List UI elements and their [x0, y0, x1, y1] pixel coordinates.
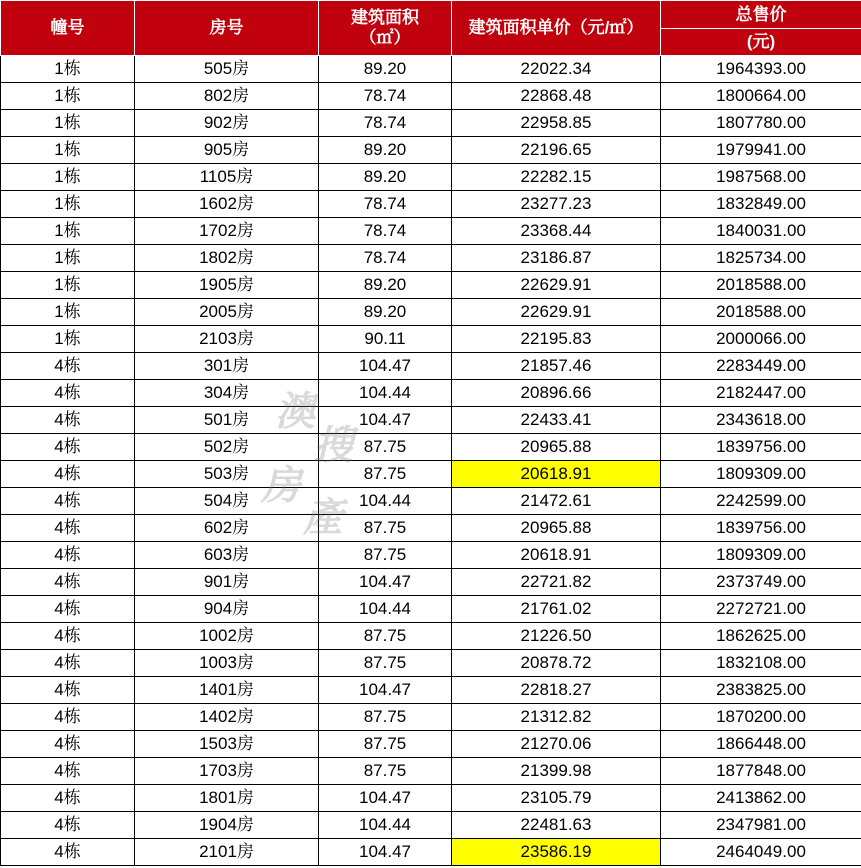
- cell-total: 1825734.00: [661, 245, 861, 272]
- cell-total: 1839756.00: [661, 434, 861, 461]
- cell-unit-price: 21761.02: [452, 596, 661, 623]
- table-row: [1, 785, 861, 812]
- header-room: 房号: [135, 1, 319, 56]
- cell-room: 1003房: [135, 650, 319, 677]
- cell-building: 1栋: [1, 137, 135, 164]
- cell-building: 1栋: [1, 299, 135, 326]
- table-row: [1, 326, 861, 353]
- cell-building: 1栋: [1, 83, 135, 110]
- cell-building: 1栋: [1, 218, 135, 245]
- cell-total: 1832849.00: [661, 191, 861, 218]
- table-row: [1, 623, 861, 650]
- cell-building: 1栋: [1, 245, 135, 272]
- cell-total: 1809309.00: [661, 461, 861, 488]
- header-area-line1: 建筑面积: [351, 8, 419, 27]
- cell-unit-price: 20618.91: [452, 542, 661, 569]
- cell-room: 603房: [135, 542, 319, 569]
- cell-room: 1105房: [135, 164, 319, 191]
- header-unit-price: 建筑面积单价（元/㎡）: [452, 1, 661, 56]
- cell-room: 1401房: [135, 677, 319, 704]
- cell-building: 4栋: [1, 623, 135, 650]
- cell-area: 78.74: [319, 245, 452, 272]
- table-row: [1, 272, 861, 299]
- cell-unit-price: 21399.98: [452, 758, 661, 785]
- cell-area: 87.75: [319, 515, 452, 542]
- table-row: [1, 110, 861, 137]
- cell-unit-price: 22433.41: [452, 407, 661, 434]
- cell-building: 4栋: [1, 488, 135, 515]
- table-row: [1, 137, 861, 164]
- cell-building: 4栋: [1, 839, 135, 866]
- cell-building: 4栋: [1, 407, 135, 434]
- table-row: [1, 353, 861, 380]
- cell-building: 1栋: [1, 110, 135, 137]
- table-row: [1, 164, 861, 191]
- cell-area: 87.75: [319, 542, 452, 569]
- cell-area: 104.44: [319, 488, 452, 515]
- cell-total: 1979941.00: [661, 137, 861, 164]
- table-row: [1, 407, 861, 434]
- cell-room: 1702房: [135, 218, 319, 245]
- cell-unit-price: 22481.63: [452, 812, 661, 839]
- cell-building: 4栋: [1, 812, 135, 839]
- cell-area: 104.47: [319, 353, 452, 380]
- cell-total: 2018588.00: [661, 272, 861, 299]
- cell-room: 502房: [135, 434, 319, 461]
- cell-building: 1栋: [1, 272, 135, 299]
- cell-unit-price: 22629.91: [452, 299, 661, 326]
- cell-unit-price: 22282.15: [452, 164, 661, 191]
- table-row: [1, 56, 861, 83]
- cell-total: 2464049.00: [661, 839, 861, 866]
- cell-building: 4栋: [1, 380, 135, 407]
- cell-unit-price: 21312.82: [452, 704, 661, 731]
- cell-total: 1800664.00: [661, 83, 861, 110]
- table-body: [1, 56, 861, 866]
- cell-area: 104.47: [319, 569, 452, 596]
- watermark-char: 產: [303, 494, 343, 541]
- table-row: [1, 758, 861, 785]
- cell-building: 4栋: [1, 650, 135, 677]
- cell-area: 87.75: [319, 461, 452, 488]
- table-row: [1, 380, 861, 407]
- cell-room: 905房: [135, 137, 319, 164]
- cell-area: 89.20: [319, 299, 452, 326]
- cell-building: 4栋: [1, 542, 135, 569]
- cell-unit-price: 20965.88: [452, 515, 661, 542]
- cell-building: 4栋: [1, 434, 135, 461]
- header-total-line2: (元): [661, 29, 861, 56]
- cell-area: 89.20: [319, 272, 452, 299]
- cell-unit-price: 21857.46: [452, 353, 661, 380]
- table-row: [1, 245, 861, 272]
- cell-total: 2272721.00: [661, 596, 861, 623]
- table-row: [1, 731, 861, 758]
- cell-room: 501房: [135, 407, 319, 434]
- cell-total: 1832108.00: [661, 650, 861, 677]
- table-row: [1, 542, 861, 569]
- cell-unit-price: 21472.61: [452, 488, 661, 515]
- table-row: [1, 677, 861, 704]
- cell-unit-price: 20965.88: [452, 434, 661, 461]
- cell-building: 4栋: [1, 353, 135, 380]
- cell-total: 2283449.00: [661, 353, 861, 380]
- cell-unit-price: 21270.06: [452, 731, 661, 758]
- cell-total: 2343618.00: [661, 407, 861, 434]
- table-row: [1, 218, 861, 245]
- cell-area: 89.20: [319, 137, 452, 164]
- cell-unit-price: 22868.48: [452, 83, 661, 110]
- cell-room: 1002房: [135, 623, 319, 650]
- watermark-char: 搜: [313, 422, 353, 469]
- table-row: [1, 650, 861, 677]
- table-row: [1, 812, 861, 839]
- cell-room: 2005房: [135, 299, 319, 326]
- cell-building: 1栋: [1, 191, 135, 218]
- cell-area: 87.75: [319, 704, 452, 731]
- cell-total: 1840031.00: [661, 218, 861, 245]
- cell-area: 87.75: [319, 731, 452, 758]
- cell-area: 104.47: [319, 407, 452, 434]
- cell-unit-price: 20896.66: [452, 380, 661, 407]
- table-row: [1, 569, 861, 596]
- header-total-line1: 总售价: [661, 1, 861, 29]
- table-row: [1, 461, 861, 488]
- cell-room: 301房: [135, 353, 319, 380]
- cell-room: 2103房: [135, 326, 319, 353]
- cell-area: 104.47: [319, 839, 452, 866]
- cell-room: 1905房: [135, 272, 319, 299]
- table-row: [1, 83, 861, 110]
- table-row: [1, 515, 861, 542]
- table-row: [1, 704, 861, 731]
- cell-unit-price: 23586.19: [452, 839, 661, 866]
- table-row: [1, 299, 861, 326]
- cell-building: 4栋: [1, 704, 135, 731]
- cell-room: 802房: [135, 83, 319, 110]
- cell-area: 87.75: [319, 758, 452, 785]
- cell-building: 4栋: [1, 515, 135, 542]
- cell-unit-price: 22022.34: [452, 56, 661, 83]
- table-row: [1, 488, 861, 515]
- cell-area: 104.47: [319, 785, 452, 812]
- cell-building: 4栋: [1, 785, 135, 812]
- cell-total: 1987568.00: [661, 164, 861, 191]
- watermark-char: 澳: [275, 388, 315, 435]
- cell-unit-price: 20878.72: [452, 650, 661, 677]
- table-row: [1, 434, 861, 461]
- cell-area: 104.44: [319, 380, 452, 407]
- header-building: 幢号: [1, 1, 135, 56]
- cell-total: 2373749.00: [661, 569, 861, 596]
- table-row: [1, 839, 861, 866]
- cell-room: 902房: [135, 110, 319, 137]
- cell-area: 78.74: [319, 218, 452, 245]
- cell-building: 4栋: [1, 569, 135, 596]
- cell-area: 87.75: [319, 434, 452, 461]
- cell-total: 2182447.00: [661, 380, 861, 407]
- table-row: [1, 191, 861, 218]
- cell-building: 4栋: [1, 758, 135, 785]
- cell-total: 1839756.00: [661, 515, 861, 542]
- cell-building: 1栋: [1, 164, 135, 191]
- cell-room: 1703房: [135, 758, 319, 785]
- cell-area: 89.20: [319, 164, 452, 191]
- cell-unit-price: 23368.44: [452, 218, 661, 245]
- cell-room: 602房: [135, 515, 319, 542]
- cell-unit-price: 23105.79: [452, 785, 661, 812]
- cell-total: 1877848.00: [661, 758, 861, 785]
- cell-total: 2383825.00: [661, 677, 861, 704]
- cell-total: 1807780.00: [661, 110, 861, 137]
- cell-unit-price: 21226.50: [452, 623, 661, 650]
- cell-unit-price: 22629.91: [452, 272, 661, 299]
- table-row: [1, 596, 861, 623]
- cell-unit-price: 22195.83: [452, 326, 661, 353]
- cell-room: 1503房: [135, 731, 319, 758]
- cell-room: 1801房: [135, 785, 319, 812]
- cell-building: 4栋: [1, 731, 135, 758]
- header-area: [319, 1, 452, 56]
- cell-unit-price: 23186.87: [452, 245, 661, 272]
- cell-total: 2347981.00: [661, 812, 861, 839]
- cell-room: 1602房: [135, 191, 319, 218]
- cell-total: 2242599.00: [661, 488, 861, 515]
- cell-area: 87.75: [319, 650, 452, 677]
- cell-building: 1栋: [1, 56, 135, 83]
- cell-unit-price: 22958.85: [452, 110, 661, 137]
- cell-total: 1870200.00: [661, 704, 861, 731]
- cell-area: 78.74: [319, 110, 452, 137]
- cell-room: 504房: [135, 488, 319, 515]
- cell-unit-price: 20618.91: [452, 461, 661, 488]
- cell-total: 1866448.00: [661, 731, 861, 758]
- cell-total: 1862625.00: [661, 623, 861, 650]
- cell-building: 4栋: [1, 461, 135, 488]
- cell-room: 901房: [135, 569, 319, 596]
- cell-area: 104.44: [319, 596, 452, 623]
- cell-total: 2413862.00: [661, 785, 861, 812]
- cell-area: 90.11: [319, 326, 452, 353]
- cell-total: 2018588.00: [661, 299, 861, 326]
- cell-total: 1964393.00: [661, 56, 861, 83]
- cell-room: 1402房: [135, 704, 319, 731]
- cell-room: 503房: [135, 461, 319, 488]
- cell-room: 304房: [135, 380, 319, 407]
- cell-area: 104.44: [319, 812, 452, 839]
- cell-room: 2101房: [135, 839, 319, 866]
- cell-unit-price: 23277.23: [452, 191, 661, 218]
- cell-room: 505房: [135, 56, 319, 83]
- cell-building: 4栋: [1, 677, 135, 704]
- cell-room: 904房: [135, 596, 319, 623]
- cell-area: 78.74: [319, 191, 452, 218]
- cell-unit-price: 22818.27: [452, 677, 661, 704]
- cell-unit-price: 22721.82: [452, 569, 661, 596]
- watermark-char: 房: [261, 462, 301, 509]
- cell-room: 1904房: [135, 812, 319, 839]
- cell-building: 4栋: [1, 596, 135, 623]
- table-header: [1, 1, 861, 56]
- cell-total: 1809309.00: [661, 542, 861, 569]
- cell-area: 78.74: [319, 83, 452, 110]
- cell-area: 104.47: [319, 677, 452, 704]
- cell-area: 89.20: [319, 56, 452, 83]
- cell-room: 1802房: [135, 245, 319, 272]
- header-area-line2: （㎡）: [359, 28, 411, 47]
- cell-total: 2000066.00: [661, 326, 861, 353]
- cell-area: 87.75: [319, 623, 452, 650]
- cell-unit-price: 22196.65: [452, 137, 661, 164]
- cell-building: 1栋: [1, 326, 135, 353]
